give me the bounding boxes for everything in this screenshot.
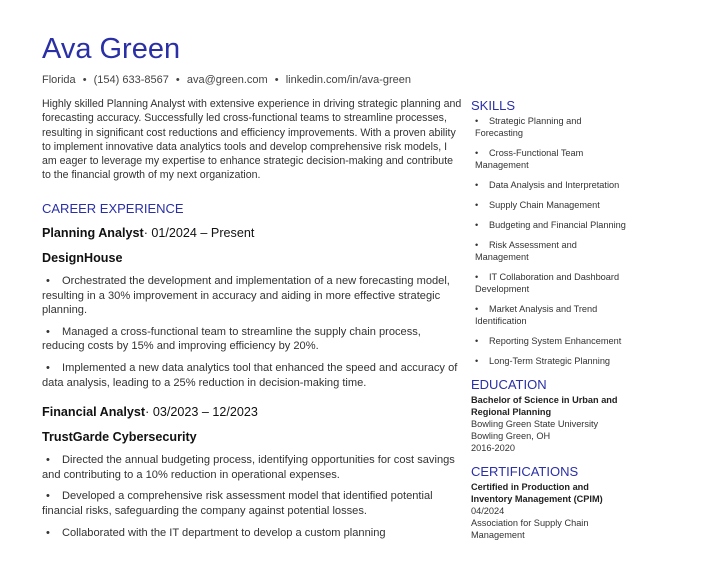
skill-text: Long-Term Strategic Planning [489,356,611,366]
school-location: Bowling Green, OH [471,431,551,441]
bullet-item [42,325,462,354]
bullet-item [42,489,462,518]
experience-section [42,226,462,547]
location-text: Florida [42,74,76,86]
skill-item [471,271,631,295]
skill-item [471,219,631,231]
bullet-dot: • [46,325,50,338]
linkedin-link[interactable]: linkedin.com/in/ava-green [285,74,412,86]
skills-list [471,115,631,367]
bullet-dot: • [475,180,479,190]
bullet-dot: • [475,272,479,282]
job-role: Planning Analyst [42,226,144,240]
skill-item [471,335,631,347]
bullet-text: Collaborated with the IT department to develop a custom planning [62,526,386,539]
company-name: DesignHouse [42,251,123,265]
education-section [471,377,631,454]
bullet-dot: • [46,526,50,539]
contact-line [42,74,411,86]
skill-item [471,355,631,367]
certifications-section [471,464,631,541]
bullet-text: Developed a comprehensive risk assessment model that identified potential financial risks, safeguarding the company against potential losses. [42,490,433,517]
company-name: TrustGarde Cybersecurity [42,430,197,445]
bullet-dot: • [475,240,479,250]
bullet-item [42,453,462,482]
bullet-dot: • [475,304,479,314]
job-header [42,226,462,245]
bullet-dot: • [475,356,479,366]
sidebar-column [471,98,631,541]
bullet-text: Orchestrated the development and implementation of a new forecasting model, resulting in a 30% improvement in accuracy and aiding in more effective strategic planning. [42,275,450,317]
bullet-dot: • [46,361,50,374]
skill-text: IT Collaboration and Dashboard Development [475,272,620,294]
separator-dot: • [82,74,87,86]
job-entry [42,226,462,390]
certification-name: Certified in Production and Inventory Management (CPIM) [471,482,603,504]
phone-text: (154) 633-8567 [93,74,169,86]
bullet-dot: • [46,490,50,503]
job-dates: · 03/2023 – 12/2023 [145,405,258,420]
separator-dot: • [175,74,180,86]
skill-text: Risk Assessment and Management [475,240,577,262]
job-bullets [42,453,462,540]
bullet-item [42,526,462,541]
email-link[interactable]: ava@green.com [186,74,268,86]
skill-text: Market Analysis and Trend Identification [475,304,598,326]
career-experience-heading: CAREER EXPERIENCE [42,201,184,216]
bullet-dot: • [475,336,479,346]
bullet-dot: • [46,454,50,467]
job-entry [42,405,462,540]
bullet-item [42,274,462,318]
separator-dot: • [274,74,279,86]
skill-text: Supply Chain Management [489,200,600,210]
bullet-dot: • [475,116,479,126]
candidate-name: Ava Green [42,33,181,65]
education-dates: 2016-2020 [471,443,515,453]
job-dates: · 01/2024 – Present [143,226,255,240]
skills-heading: SKILLS [471,98,516,113]
certification-date: 04/2024 [471,506,505,516]
skill-text: Data Analysis and Interpretation [489,180,620,190]
skill-text: Reporting System Enhancement [489,336,622,346]
bullet-dot: • [475,200,479,210]
job-role: Financial Analyst [42,405,146,420]
bullet-text: Implemented a new data analytics tool that enhanced the speed and accuracy of data analysis, leading to a 25% reduction in decision-making time. [42,361,458,389]
skill-item [471,147,631,171]
bullet-text: Managed a cross-functional team to streamline the supply chain process, reducing costs by 15% and improving efficiency by 20%. [42,325,421,353]
certification-issuer: Association for Supply Chain Management [471,518,589,540]
job-header [42,405,462,424]
education-heading: EDUCATION [471,377,547,392]
bullet-item [42,361,462,390]
skill-item [471,115,631,139]
bullet-dot: • [475,148,479,158]
skill-item [471,239,631,263]
skill-item [471,199,631,211]
bullet-dot: • [475,220,479,230]
school-name: Bowling Green State University [471,419,599,429]
summary-paragraph: Highly skilled Planning Analyst with extensive experience in driving strategic planning and forecasting accuracy. Successfully led cross-functional teams to streamline processes, resulting in significant cost reductions and efficiency improvements. With a proven ability to implement innovative data analytics tools and develop comprehensive risk models, I am eager to leverage my expertise to enhance strategic decision-making and contribute to the financial growth of my next organization. [42,98,462,182]
skill-text: Cross-Functional Team Management [475,148,584,170]
skill-item [471,303,631,327]
skill-text: Budgeting and Financial Planning [489,220,626,230]
degree-name: Bachelor of Science in Urban and Regional Planning [471,395,618,417]
bullet-dot: • [46,275,50,287]
skill-text: Strategic Planning and Forecasting [475,116,582,138]
job-bullets [42,274,462,390]
skill-item [471,179,631,191]
certifications-heading: CERTIFICATIONS [471,464,579,479]
bullet-text: Directed the annual budgeting process, identifying opportunities for cost savings and contributing to a 10% reduction in operational expenses. [42,454,455,481]
